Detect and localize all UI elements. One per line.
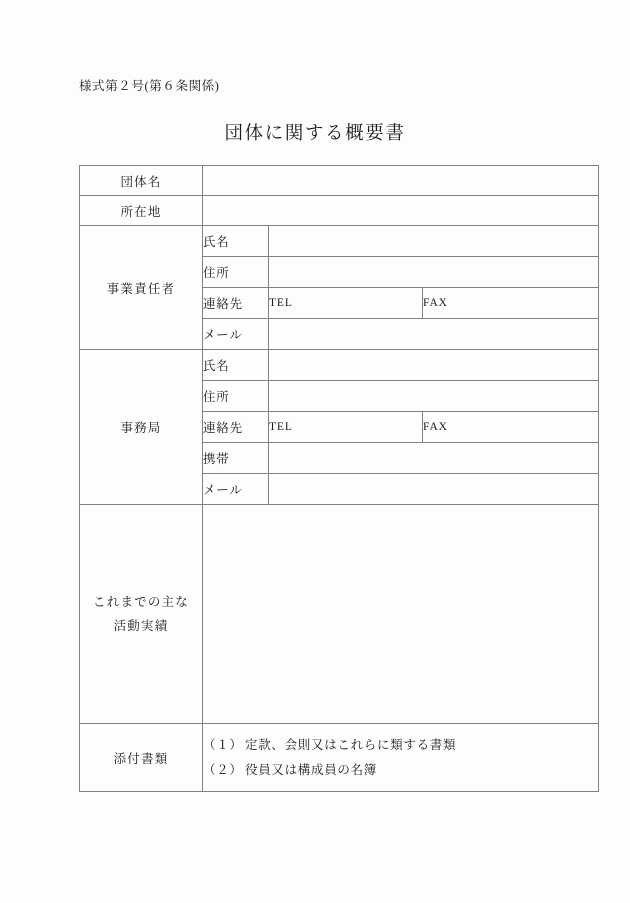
manager-email-value[interactable] (269, 319, 599, 350)
table-row-address (80, 196, 599, 226)
activity-record-label-line1: これまでの主な (93, 594, 189, 609)
page-title: 団体に関する概要書 (224, 124, 406, 144)
secretariat-mobile-label: 携帯 (203, 443, 269, 474)
activity-record-value[interactable] (203, 505, 599, 724)
table-row-activity-record (80, 505, 599, 724)
address-value[interactable] (203, 196, 599, 226)
organization-summary-table (79, 165, 599, 792)
organization-name-value[interactable] (203, 166, 599, 196)
secretariat-address-label: 住所 (203, 381, 269, 412)
secretariat-label: 事務局 (80, 350, 203, 505)
secretariat-name-value[interactable] (269, 350, 599, 381)
secretariat-fax-field[interactable]: FAX (423, 412, 599, 443)
address-label: 所在地 (80, 196, 203, 226)
manager-contact-label: 連絡先 (203, 288, 269, 319)
secretariat-email-value[interactable] (269, 474, 599, 505)
manager-address-label: 住所 (203, 257, 269, 288)
table-row-manager-name (80, 226, 599, 257)
organization-name-label: 団体名 (80, 166, 203, 196)
form-code-label: 様式第２号(第６条関係) (79, 79, 220, 93)
attachments-list (203, 733, 598, 783)
attachment-item-2-text: 役員又は構成員の名簿 (245, 762, 378, 777)
attachments-value (203, 724, 599, 792)
secretariat-mobile-value[interactable] (269, 443, 599, 474)
secretariat-contact-label: 連絡先 (203, 412, 269, 443)
manager-name-value[interactable] (269, 226, 599, 257)
attachment-item-2-number: （２） (203, 762, 243, 777)
secretariat-name-label: 氏名 (203, 350, 269, 381)
attachments-label: 添付書類 (80, 724, 203, 792)
secretariat-address-value[interactable] (269, 381, 599, 412)
attachment-item-1-number: （１） (203, 737, 243, 752)
manager-address-value[interactable] (269, 257, 599, 288)
manager-fax-field[interactable]: FAX (423, 288, 599, 319)
activity-record-label-line2: 活動実績 (113, 619, 169, 633)
table-row-organization-name (80, 166, 599, 196)
secretariat-email-label: メール (203, 474, 269, 505)
activity-record-label (80, 505, 203, 724)
manager-name-label: 氏名 (203, 226, 269, 257)
table-row-attachments (80, 724, 599, 792)
list-item (203, 733, 598, 758)
manager-email-label: メール (203, 319, 269, 350)
manager-tel-field[interactable]: TEL (269, 288, 423, 319)
list-item (203, 758, 598, 783)
attachment-item-1-text: 定款、会則又はこれらに類する書類 (245, 737, 457, 752)
table-row-secretariat-name (80, 350, 599, 381)
secretariat-tel-field[interactable]: TEL (269, 412, 423, 443)
project-manager-label: 事業責任者 (80, 226, 203, 350)
